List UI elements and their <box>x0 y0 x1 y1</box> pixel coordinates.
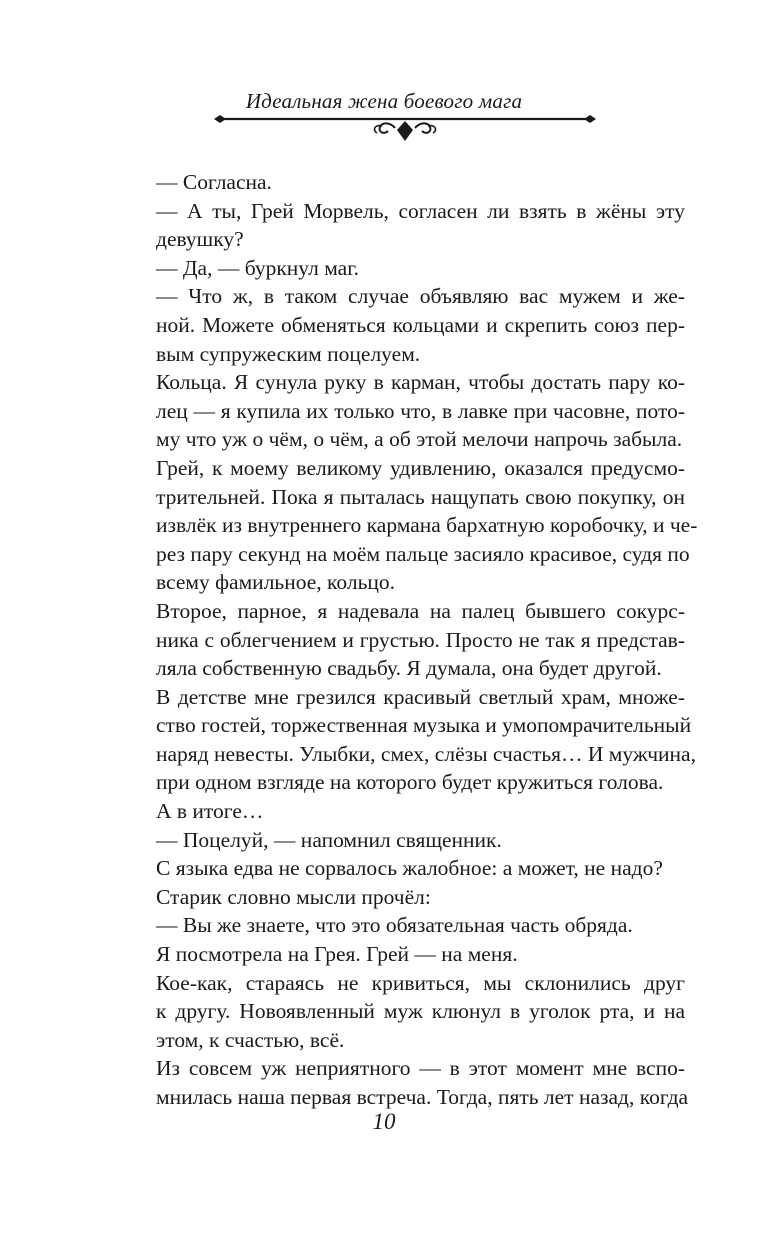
text-line: Кольца. Я сунула руку в карман, чтобы достать пару ко- <box>156 370 685 395</box>
text-line: ной. Можете обменяться кольцами и скрепить союз пер- <box>156 312 685 337</box>
page-number: 10 <box>372 1109 396 1134</box>
text-line: Грей, к моему великому удивлению, оказался предусмо- <box>156 455 685 480</box>
paragraph <box>124 254 685 283</box>
paragraph <box>124 168 685 197</box>
text-line: всему фамильное, кольцо. <box>156 570 396 595</box>
text-line: Кое-как, стараясь не кривиться, мы склонились друг <box>156 970 685 995</box>
text-line: этом, к счастью, всё. <box>156 1027 345 1052</box>
paragraph <box>124 797 685 826</box>
text-line: — Поцелуй, — напомнил священник. <box>156 827 502 852</box>
text-line: — А ты, Грей Морвель, согласен ли взять в жёны эту <box>156 198 685 223</box>
text-line: Я посмотрела на Грея. Грей — на меня. <box>156 942 518 967</box>
text-line: девушку? <box>156 227 244 252</box>
paragraph <box>124 683 696 797</box>
text-line: ника с облегчением и грустью. Просто не так я представ- <box>156 627 685 652</box>
text-line: к другу. Новоявленный муж клюнул в уголок рта, и на <box>156 999 685 1024</box>
running-title: Идеальная жена боевого мага <box>245 89 523 113</box>
paragraph <box>124 911 685 940</box>
text-line: — Согласна. <box>156 170 272 194</box>
text-line: Второе, парное, я надевала на палец бывшего сокурс- <box>156 598 685 623</box>
text-line: лец — я купила их только что, в лавке при часовне, пото- <box>156 398 685 423</box>
text-line: — Да, — буркнул маг. <box>156 255 359 280</box>
text-line: — Что ж, в таком случае объявляю вас мужем и же- <box>156 284 685 309</box>
text-line: В детстве мне грезился красивый светлый храм, множе- <box>156 684 685 709</box>
text-line: А в итоге… <box>156 799 264 824</box>
paragraph <box>124 368 685 454</box>
text-line: Из совсем уж неприятного — в этот момент мне вспо- <box>156 1056 685 1081</box>
text-line: С языка едва не сорвалось жалобное: а может, не надо? <box>156 856 663 881</box>
paragraph <box>124 883 685 912</box>
text-line: Старик словно мысли прочёл: <box>156 884 431 909</box>
text-line: вым супружеским поцелуем. <box>156 341 421 366</box>
chapter-body <box>124 168 698 1112</box>
text-line: ляла собственную свадьбу. Я думала, она будет другой. <box>156 656 662 681</box>
text-line: мнилась наша первая встреча. Тогда, пять лет назад, когда <box>156 1085 689 1109</box>
text-line: трительней. Пока я пыталась нащупать свою покупку, он <box>156 484 685 509</box>
paragraph <box>124 826 685 855</box>
flourish-divider-icon <box>212 108 598 148</box>
paragraph <box>124 940 685 969</box>
text-line: ство гостей, торжественная музыка и умопомрачительный <box>156 713 692 738</box>
paragraph <box>124 1054 689 1111</box>
text-line: — Вы же знаете, что это обязательная часть обряда. <box>156 913 633 938</box>
text-line: при одном взгляде на которого будет кружиться голова. <box>156 770 664 795</box>
text-line: му что уж о чём, о чём, а об этой мелочи напрочь забыла. <box>156 427 683 452</box>
paragraph <box>124 597 685 683</box>
text-line: извлёк из внутреннего кармана бархатную коробочку, и че- <box>156 513 698 538</box>
paragraph <box>124 197 685 254</box>
text-line: наряд невесты. Улыбки, смех, слёзы счастья… И мужчина, <box>156 741 696 766</box>
text-line: рез пару секунд на моём пальце засияло красивое, судя по <box>156 541 690 566</box>
paragraph <box>124 282 685 368</box>
paragraph <box>124 969 685 1055</box>
paragraph <box>124 454 698 597</box>
paragraph <box>124 854 685 883</box>
